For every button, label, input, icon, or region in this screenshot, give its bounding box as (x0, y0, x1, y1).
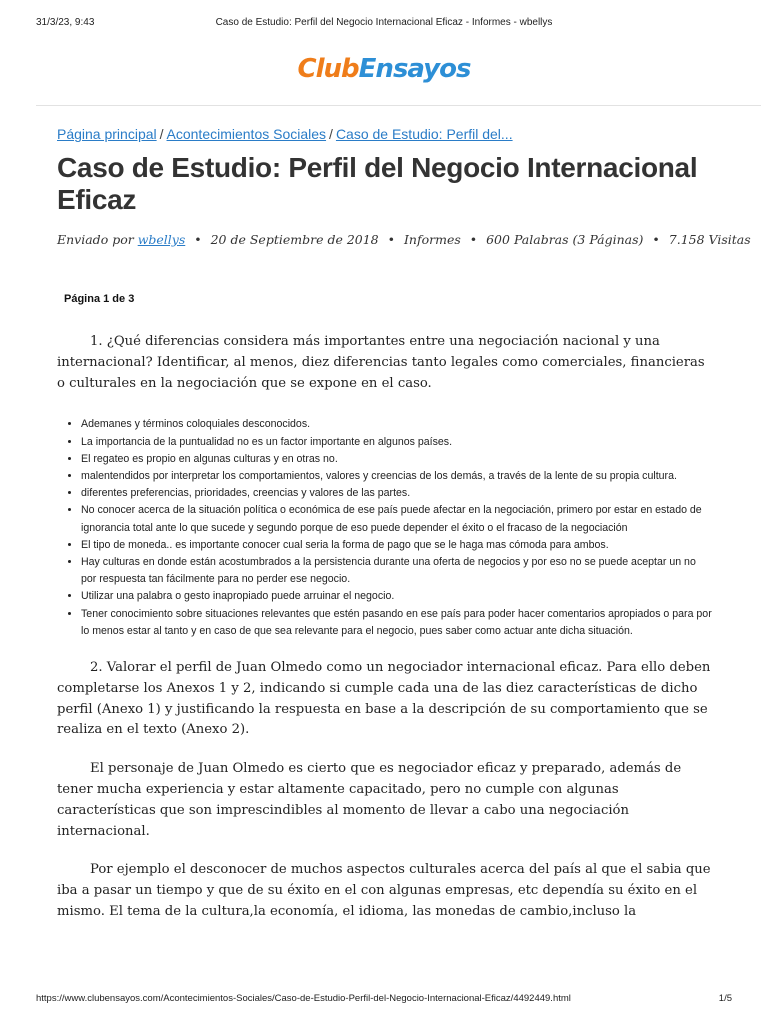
print-url: https://www.clubensayos.com/Acontecimientos-Sociales/Caso-de-Estudio-Perfil-del-Negocio-Internacional-Eficaz/4492449.html (36, 993, 571, 1004)
meta-separator: • (194, 232, 202, 247)
list-item: • Hay culturas en donde están acostumbrados a la persistencia durante una oferta de negocios y por eso no se puede aceptar un no por respuesta tan fácilmente para no perder ese negocio. (81, 554, 713, 588)
meta-views: 7.158 Visitas (668, 232, 751, 247)
list-item: • No conocer acerca de la situación política o económica de ese país puede afectar en la negociación, primero por estar en estado de ignorancia total ante lo que sucede y segundo porque de eso puede depender el éxito o el fracaso de la negociación (81, 502, 713, 536)
meta-date: 20 de Septiembre de 2018 (210, 232, 379, 247)
article-meta (57, 232, 751, 247)
breadcrumb-current-link[interactable]: Caso de Estudio: Perfil del... (335, 126, 513, 142)
breadcrumb-home-link[interactable]: Página principal (57, 126, 157, 142)
print-date: 31/3/23, 9:43 (36, 17, 95, 28)
article-body (57, 332, 713, 923)
list-item: • Ademanes y términos coloquiales desconocidos. (81, 416, 713, 433)
meta-separator: • (652, 232, 660, 247)
print-page-number: 1/5 (718, 993, 732, 1004)
meta-words: 600 Palabras (3 Páginas) (486, 232, 644, 247)
print-title: Caso de Estudio: Perfil del Negocio Internacional Eficaz - Informes - wbellys (215, 17, 553, 28)
list-item: • El tipo de moneda.. es importante conocer cual seria la forma de pago que se le haga mas cómoda para ambos. (81, 537, 713, 554)
site-logo[interactable] (0, 54, 768, 84)
page-indicator: Página 1 de 3 (64, 293, 135, 305)
question-1: 1. ¿Qué diferencias considera más importantes entre una negociación nacional y una internacional? Identificar, al menos, diez diferencias tanto legales como comerciales, financieras o culturales en la negociación que se expone en el caso. (57, 334, 705, 391)
body-paragraph: El personaje de Juan Olmedo es cierto que es negociador eficaz y preparado, además de tener mucha experiencia y estar altamente capacitado, pero no cumple con algunas características que son imprescindibles al momento de llevar a cabo una negociación internacional. (57, 761, 682, 839)
list-item: • La importancia de la puntualidad no es un factor importante en algunos países. (81, 434, 713, 451)
logo-club: Club (297, 54, 359, 84)
meta-category: Informes (403, 232, 461, 247)
meta-separator: • (387, 232, 395, 247)
header-divider (36, 105, 761, 106)
body-paragraph: Por ejemplo el desconocer de muchos aspectos culturales acerca del país al que el sabia que iba a pasar un tiempo y que de su éxito en el con algunas empresas, etc dependía su éxito en el mismo. El tema de la cultura,la economía, el idioma, las monedas de cambio,incluso la (57, 862, 711, 919)
page-title: Caso de Estudio: Perfil del Negocio Internacional Eficaz (57, 152, 698, 215)
author-link[interactable]: wbellys (137, 232, 186, 247)
list-item: • malentendidos por interpretar los comportamientos, valores y creencias de los demás, a través de la lente de su propia cultura. (81, 468, 713, 485)
breadcrumb-category-link[interactable]: Acontecimientos Sociales (166, 126, 327, 142)
logo-ensayos: Ensayos (358, 54, 471, 84)
list-item: • El regateo es propio en algunas culturas y en otras no. (81, 451, 713, 468)
breadcrumb (57, 126, 513, 142)
question-2: 2. Valorar el perfil de Juan Olmedo como un negociador internacional eficaz. Para ello deben completarse los Anexos 1 y 2, indicando si cumple cada una de las diez características de dicho perfil (Anexo 1) y justificando la respuesta en base a la descripción de su comportamiento que se realiza en el texto (Anexo 2). (57, 660, 711, 738)
print-header (36, 17, 732, 33)
list-item: • Tener conocimiento sobre situaciones relevantes que estén pasando en ese país para poder hacer comentarios apropiados o para por lo menos estar al tanto y en caso de que sea relevante para el negocio, pues saber como actuar ante dicha situación. (81, 606, 713, 640)
meta-sent-by: Enviado por (57, 232, 134, 247)
breadcrumb-separator: / (159, 126, 164, 142)
meta-separator: • (469, 232, 478, 247)
list-item: • Utilizar una palabra o gesto inapropiado puede arruinar el negocio. (81, 588, 713, 605)
print-footer (36, 993, 732, 1007)
breadcrumb-separator: / (329, 126, 333, 142)
list-item: • diferentes preferencias, prioridades, creencias y valores de las partes. (81, 485, 713, 502)
differences-list (57, 416, 713, 640)
